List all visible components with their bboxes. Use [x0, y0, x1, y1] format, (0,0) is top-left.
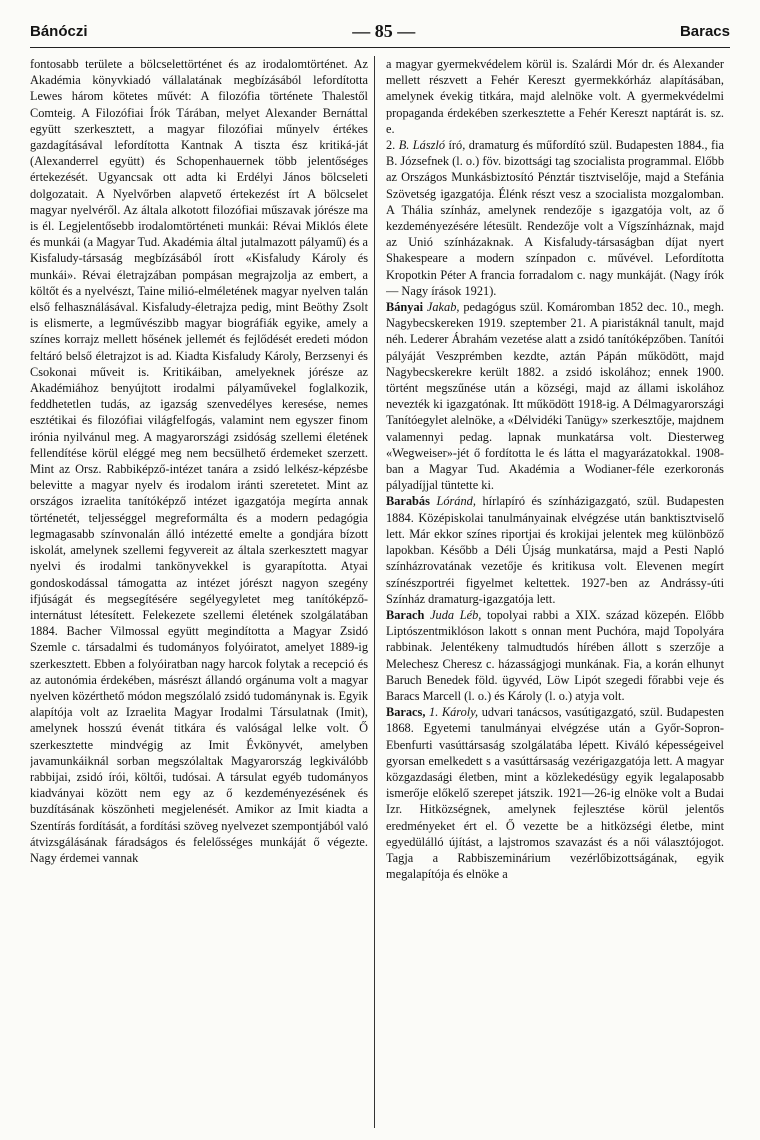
entry-name: Juda Léb, [424, 607, 482, 622]
entry-body: udvari tanácsos, vasútigazgató, szül. Budapesten 1868. Egyetemi tanulmányai elvégzése után a Győr-Sopron-Ebenfurti vasúttársaság szolgálatába lépett. Kiváló képességeivel gyorsan emelkedett s a vasúttársaság vezérigazgatója lett. A magyar közgazdasági életben, mint a közlekedésügy egyik legalaposabb ismerője előkelő szerepet játszik. 1921—26-ig elnöke volt a Budai Izr. Hitközségnek, amelynek fejlesztése körül jelentős eredményeket ért el. Ő vezette be a hitközségi életbe, mint egyedülálló újítást, a lajstromos szavazást és a női választójogot. Tagja a Rabbiszeminárium vezérlőbizottságának, egyik megalapítója és elnöke a [386, 705, 724, 882]
left-column [30, 56, 368, 1128]
entry-name: Lóránd, [429, 494, 476, 509]
entry-body: topolyai rabbi a XIX. század közepén. Előbb Liptószentmiklóson lakott s onnan ment Puchóra, majd Topolyára rabbinak. Jelentékeny talmudtudós hírében állott s szerzője a Melechesz Cheresz c. házasságjogi munkának. Fia, a korán elhunyt Baruch Benedek föld. ügyvéd, Löw Lipót szegedi főrabbi veje és Baracs Marcell (l. o.) és Károly (l. o.) atyja volt. [386, 607, 724, 703]
header-left-word: Bánóczi [30, 22, 88, 40]
entry-name: B. László [398, 138, 446, 153]
entry-continuation: a magyar gyermekvédelem körül is. Szalárdi Mór dr. és Alexander mellett részvett a Fehér Kereszt gyermekkórház alapításában, amelynek évekig titkára, majd alelnöke volt. A gyermekvédelmi propaganda érdekében szerkesztette a Fehér Kereszt naptárát is. sz. e. [386, 57, 724, 136]
left-column-text: fontosabb területe a bölcselettörténet és az irodalomtörténet. Az Akadémia könyvkiadó vállalatának megbízásából lefordította Lewes három kötetes művét: A filozófia története Thalestől Comteig. A Filozófiai Írók Tárában, melyet Alexander Bernáttal együtt szerkesztett, a magyar filozófiai műnyelv értékes gazdagításával lefordította Kantnak A tiszta ész kritiká-ját (Alexanderrel együtt) és Schopenhauernek több jelentőséges értekezését. Ugyancsak ott adta ki Erdélyi János bölcseleti dolgozatait. A Nyelvőrben alapvető értekezést írt A bölcselet magyar nyelvéről. Az általa alkotott filozófiai műszavak jórésze ma is él. Legjelentősebb irodalomtörténeti munkái: Révai Miklós élete és munkái (a Magyar Tud. Akadémia által jutalmazott pályamű) és a Kisfaludy-társaság megbízásából írott «Kisfaludy Károly és munkái». Révai életrajzában pompásan megrajzolja az embert, a költőt és a nyelvészt, Taine milió-elméletének magyar nyelven talán első felhasználásával. Kisfaludy-életrajza pedig, mint Beöthy Zsolt is elismerte, a legművészibb magyar biográfiák egyike, amely a színes korrajz mellett hősének jellemét és fejlődését eredeti módon feltáró belső életrajzot is ad. Kiadta Kisfaludy Károly, Berzsenyi és Csokonai műveit is. Kritikáiban, amelyeknek jórésze az Akadémiához benyújtott irodalmi pályaművekel foglalkozik, feddhetetlen tudás, az igazság szenvedélyes keresése, nemes esztétikai és filozófiai világfelfogás, valamint nem egyszer finom irónia nyilvánul meg. A magyarországi zsidóság szellemi életének fellendítése körül eléggé meg nem becsülhető érdemeket szerzett. Mint az Orsz. Rabbiképző-intézet tanára a zsidó lelkész-képzésbe belevitte a magyar nyelv és irodalom iránti szeretetet. Mint az országos izraelita tanítóképző intézet igazgatója megírta annak történetét, teljességgel megreformálta és a modern pedagógia legmagasabb színvonalán álló intézetté emelte a gondjára bízott iskolát, amelynek szellemi fegyvereit az általa szerkesztett magyar nyelvi és irodalmi tankönyvekkel is gyarapította. Atyai gondoskodással támogatta az intézet jórészt nagyon szegény ifjúságát és megsegítésére segélyegyletet meg tanítóképző-internátust létesített. Felekezete szellemi életének szolgálatában 1884. Bacher Vilmossal együtt megindította a Magyar Zsidó Szemle c. társadalmi és tudományos folyóiratot, amelyet 1889-ig szerkesztett. Ebben a folyóiratban nagy harcok folytak a recepció és az autonómia érdekében, másrészt állandó orgánuma volt a magyar nyelven közérthető módon megszólaló zsidó tudománynak is. Egyik alapítója volt az Izraelita Magyar Irodalmi Társulatnak (Imit), amelynek hosszú évenát titkára és valóságal lelke volt. Ő szerkesztette mindvégig az Imit Évkönyvét, amelyben javamunkáiknál sorban megszólaltak Magyarország legkiválóbb rabbijai, zsidó írói, költői, tudósai. A társulat egyéb tudományos kiadványai között nem egy az ő kezdeményezésének és buzdításának köszönheti megjelenését. Amikor az Imit kiadta a Szentírás fordítását, a fordítási szöveg nyelvezet szempontjából való átvizsgálásának fáradságos és felelősséges munkáját ő végezte. Nagy érdemei vannak [30, 57, 368, 865]
entry-name: 1. Károly, [425, 705, 479, 720]
entry-body: író, dramaturg és műfordító szül. Budapesten 1884., fia B. Józsefnek (l. o.) föv. bizottsági tag szocialista programmal. Előbb az Országos Munkásbiztosító Pénztár tisztviselője, majd a Stefánia Szövetség igazgatója. Élénk részt vesz a szocialista mozgalomban. A Thália színház, amelynek rendezője s igazgatója volt, az ő kezdeményezésére létesült. Rendezője volt a Vígszínháznak, majd az Unió színházaknak. A Kisfaludy-társaságban díjat nyert Shakespeare a modern színpadon c. művével. Lefordította Kropotkin Péter A francia forradalom c. nagy munkáját. (Nagy írók — Nagy írások 1921). [386, 138, 724, 298]
entry-headword: Bányai [386, 300, 424, 315]
entry-headword: Baracs, [386, 705, 426, 720]
entry-body: hírlapíró és színházigazgató, szül. Budapesten 1884. Középiskolai tanulmányainak elvégzése után banktisztviselő lett. Már ekkor színes riportjai és krokijai jelentek meg különböző lapokban. Később a Déli Újság munkatársa, majd a Pesti Napló színházrovatának vezetője és kritikusa volt. Elevenen megírt színészportréi figyelmet keltettek. 1927-ben az Andrássy-úti Színház dramaturg-igazgatója lett. [386, 494, 724, 606]
entry-banyai-jakab [386, 299, 724, 493]
page-number: — 85 — [352, 20, 416, 41]
entry-barabas-lorand [386, 493, 724, 606]
entry-banoczi-laszlo [386, 137, 724, 299]
entry-name: Jakab, [423, 300, 460, 315]
entry-barach-juda-leb [386, 607, 724, 704]
entry-headword: Barach [386, 607, 425, 622]
column-divider [374, 56, 375, 1128]
header-rule [30, 47, 730, 48]
entry-number: 2. [386, 138, 399, 153]
entry-baracs-karoly [386, 704, 724, 882]
entry-body: pedagógus szül. Komáromban 1852 dec. 10., megh. Nagybecskereken 1919. szeptember 21. A piaristáknál tanult, majd néh. Lederer Ábrahám vezetése alatt a zsidó tanítóképzőben. Tanítói pályáját Veszprémben kezdte, aztán Pápán működött, majd Nagybecskerekre került 1882. a zsidó iskolához; ennek 1900. történt megszűnése után a községi, majd az állami iskolához nevezték ki igazgatónak. Itt működött 1918-ig. A Délmagyarországi Tanítóegylet alelnöke, a «Délvidéki Tanügy» szerkesztője, majdnem valamennyi pedag. lapnak munkatársa volt. Diesterweg «Wegweiser»-jét ő fordította le és látta el magyarázatokkal. 1908-ban a Magyar Tud. Akadémia a Wodianer-féle ezerkoronás pályadíjjal tüntette ki. [386, 300, 724, 493]
entry-headword: Barabás [386, 494, 430, 509]
right-column [386, 56, 724, 1128]
running-header [30, 16, 730, 46]
header-right-word: Baracs [679, 22, 730, 40]
